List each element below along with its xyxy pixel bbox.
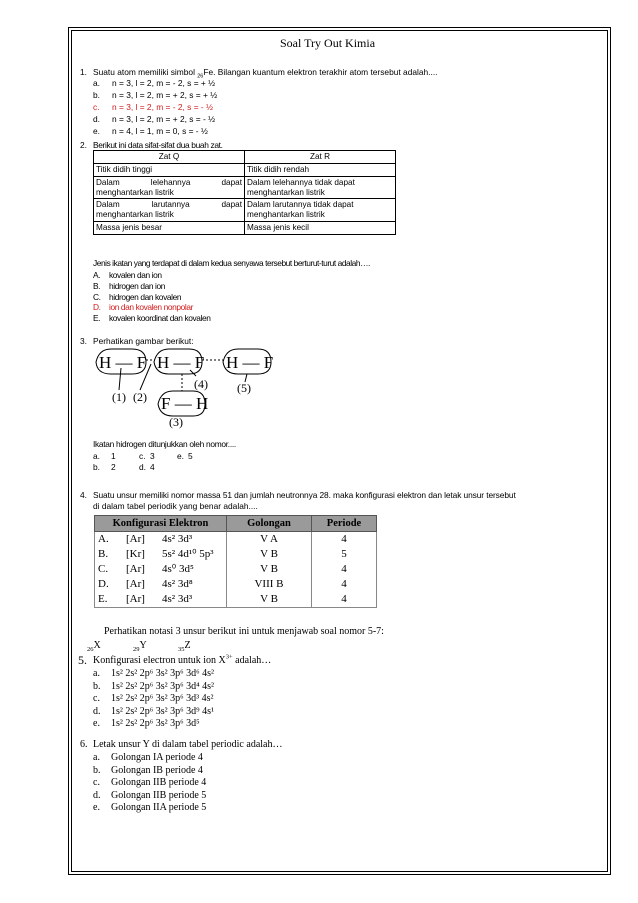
q2-number: 2. (80, 140, 87, 150)
q2-option-label: B. (93, 280, 101, 291)
konf-cell-core: [Ar] (126, 578, 145, 590)
q5-option-label: c. (93, 693, 100, 704)
konf-cell-gol: V A (227, 532, 312, 548)
q2-question: Jenis ikatan yang terdapat di dalam kedua senyawa tersebut berturut-turut adalah…. (93, 258, 370, 268)
q6-option-text: Golongan IIB periode 5 (111, 789, 207, 801)
q2-option-label: A. (93, 270, 101, 280)
table-cell: Dalam lelehannya dapat menghantarkan listrik (94, 176, 245, 199)
konf-cell-per: 4 (312, 592, 377, 608)
konf-cell-conf: 4s² 3d³ (159, 592, 227, 608)
q3-opt-b-text: 2 (111, 462, 116, 472)
q6-option-label: d. (93, 789, 101, 801)
table-row (94, 163, 396, 176)
page-title: Soal Try Out Kimia (280, 36, 376, 50)
q3-opt-e-text: 5 (188, 451, 193, 461)
konf-cell-label: C. (95, 562, 124, 577)
q1-number: 1. (80, 67, 87, 77)
notasi-x: $_{26}$X (87, 640, 101, 653)
q5-option-text: 1s² 2s² 2p⁶ 3s² 3p⁶ 3d⁶ 4s² (111, 668, 215, 679)
konf-header-periode: Periode (312, 516, 377, 532)
q6-option-label: a. (93, 752, 100, 763)
table-cell: Dalam larutannya tidak dapat menghantarkan listrik (245, 199, 396, 222)
q5-option-text: 1s² 2s² 2p⁶ 3s² 3p⁶ 3d⁴ 4s² (111, 680, 215, 692)
konf-cell-per: 4 (312, 577, 377, 592)
notasi-z: $_{35}$Z (178, 640, 191, 653)
konf-cell-core: [Ar] (126, 563, 145, 575)
q1-option-label: a. (93, 78, 100, 88)
q1-option-text: n = 4, l = 1, m = 0, s = - ½ (112, 126, 208, 136)
q5-number: 5. (78, 653, 87, 667)
table-row (94, 199, 396, 222)
label-4: (4) (194, 377, 208, 391)
molecule-hf-3: H — F (226, 353, 274, 372)
q1-option-text: n = 3, l = 2, m = + 2, s = + ½ (112, 90, 218, 100)
table-cell: Titik didih rendah (245, 163, 396, 176)
table-cell: Dalam larutannya dapat menghantarkan listrik (94, 199, 245, 222)
table-row (95, 592, 377, 608)
label-2: (2) (133, 390, 147, 404)
q2-option-text: ion dan kovalen nonpolar (109, 302, 193, 313)
q1-option-text: n = 3, l = 2, m = - 2, s = + ½ (112, 78, 216, 88)
konf-cell-label: B. (95, 547, 124, 562)
q6-number: 6. (80, 739, 88, 750)
zat-header-r: Zat R (245, 151, 396, 164)
q2-option-label: C. (93, 291, 101, 302)
konf-cell-core: [Kr] (126, 548, 145, 560)
q5-stem: Konfigurasi electron untuk ion $X^{3+}$ adalah… (93, 653, 272, 666)
molecule-fh-4: F — H (161, 394, 209, 413)
q3-opt-d-label: d. (139, 462, 146, 472)
q5-option-label: b. (93, 680, 101, 692)
q5-option-text: 1s² 2s² 2p⁶ 3s² 3p⁶ 3d⁵ (111, 718, 200, 729)
q6-option-text: Golongan IIB periode 4 (111, 777, 207, 788)
konf-cell-per: 4 (312, 562, 377, 577)
konf-cell-per: 4 (312, 532, 377, 548)
q3-number: 3. (80, 336, 87, 346)
table-row (95, 532, 377, 548)
q6-option-text: Golongan IB periode 4 (111, 764, 203, 776)
konf-cell-conf: 4s² 3d⁸ (159, 577, 227, 592)
q2-option-label: E. (93, 313, 101, 324)
q3-opt-c-label: c. (139, 451, 146, 461)
konf-cell-per: 5 (312, 547, 377, 562)
konf-cell-label: D. (95, 577, 124, 592)
konf-cell-conf: 4s² 3d³ (159, 532, 227, 548)
table-cell: Titik didih tinggi (94, 163, 245, 176)
q6-option-text: Golongan IIA periode 5 (111, 802, 207, 813)
q6-option-label: c. (93, 777, 100, 788)
q2-option-text: kovalen koordinat dan kovalen (109, 313, 211, 324)
q3-opt-d-text: 4 (150, 462, 155, 472)
q1-option-label: c. (93, 102, 100, 112)
notasi-intro: Perhatikan notasi 3 unsur berikut ini untuk menjawab soal nomor 5-7: (104, 626, 384, 637)
table-row (95, 547, 377, 562)
q1-option-text: n = 3, l = 2, m = + 2, s = - ½ (112, 114, 216, 124)
label-1: (1) (112, 390, 126, 404)
table-cell: Massa jenis besar (94, 222, 245, 235)
q1-stem: Suatu atom memiliki simbol $_{26}$Fe. Bilangan kuantum elektron terakhir atom tersebut adalah.... (93, 67, 438, 80)
zat-header-q: Zat Q (94, 151, 245, 164)
q6-stem: Letak unsur Y di dalam tabel periodic adalah… (93, 739, 283, 750)
q3-opt-a-label: a. (93, 451, 100, 461)
q6-option-label: e. (93, 802, 100, 813)
konf-cell-conf: 4s⁰ 3d⁵ (159, 562, 227, 577)
konf-cell-core: [Ar] (123, 592, 159, 608)
konf-cell-gol: V B (227, 547, 312, 562)
konf-cell-gol: VIII B (227, 577, 312, 592)
konf-cell-label: A. (95, 532, 124, 548)
q4-number: 4. (80, 490, 87, 500)
q2-stem: Berikut ini data sifat-sifat dua buah zat. (93, 140, 223, 150)
q2-option-label: D. (93, 302, 101, 313)
q3-opt-b-label: b. (93, 462, 100, 472)
table-row (95, 577, 377, 592)
konfigurasi-table (94, 515, 377, 608)
q6-option-text: Golongan IA periode 4 (111, 752, 203, 763)
q3-question: Ikatan hidrogen ditunjukkan oleh nomor.... (93, 439, 236, 449)
table-cell: Massa jenis kecil (245, 222, 396, 235)
konf-cell-conf: 5s² 4d¹⁰ 5p³ (159, 547, 227, 562)
q3-opt-c-text: 3 (150, 451, 155, 461)
q5-option-label: e. (93, 718, 100, 729)
table-row (94, 176, 396, 199)
q5-option-text: 1s² 2s² 2p⁶ 3s² 3p⁶ 3d³ 4s² (111, 693, 214, 704)
q5-option-label: a. (93, 668, 100, 679)
konf-header-golongan: Golongan (227, 516, 312, 532)
q3-opt-e-label: e. (177, 451, 184, 461)
q4-stem-line1: Suatu unsur memiliki nomor massa 51 dan jumlah neutronnya 28. maka konfigurasi elektron dan letak unsur tersebut (93, 490, 516, 500)
q4-stem-line2: di dalam tabel periodik yang benar adalah.... (93, 501, 258, 511)
table-row (94, 222, 396, 235)
konf-cell-label: E. (95, 592, 124, 608)
molecule-hf-2: H — F (157, 353, 205, 372)
q5-option-label: d. (93, 705, 101, 717)
q2-option-text: hidrogen dan kovalen (109, 291, 182, 302)
label-3: (3) (169, 415, 183, 429)
q1-option-label: e. (93, 126, 100, 136)
q1-option-text: n = 3, l = 2, m = - 2, s = - ½ (112, 102, 214, 112)
konf-header-config: Konfigurasi Elektron (95, 516, 227, 532)
zat-table (93, 150, 396, 235)
table-row (95, 562, 377, 577)
q6-option-label: b. (93, 764, 101, 776)
q1-option-label: d. (93, 114, 100, 124)
notasi-y: $_{29}$Y (133, 640, 147, 653)
q1-option-label: b. (93, 90, 100, 100)
q2-option-text: hidrogen dan ion (109, 280, 165, 291)
q5-option-text: 1s² 2s² 2p⁶ 3s² 3p⁶ 3d⁹ 4s¹ (111, 705, 215, 717)
table-cell: Dalam lelehannya tidak dapat menghantarkan listrik (245, 176, 396, 199)
label-5: (5) (237, 381, 251, 395)
q2-option-text: kovalen dan ion (109, 270, 162, 280)
konf-cell-core: [Ar] (126, 533, 145, 545)
konf-cell-gol: V B (227, 592, 312, 608)
q3-stem: Perhatikan gambar berikut: (93, 336, 194, 346)
molecule-hf-1: H — F (99, 353, 147, 372)
konf-cell-gol: V B (227, 562, 312, 577)
hydrogen-bond-diagram (95, 346, 275, 430)
q3-opt-a-text: 1 (111, 451, 116, 461)
